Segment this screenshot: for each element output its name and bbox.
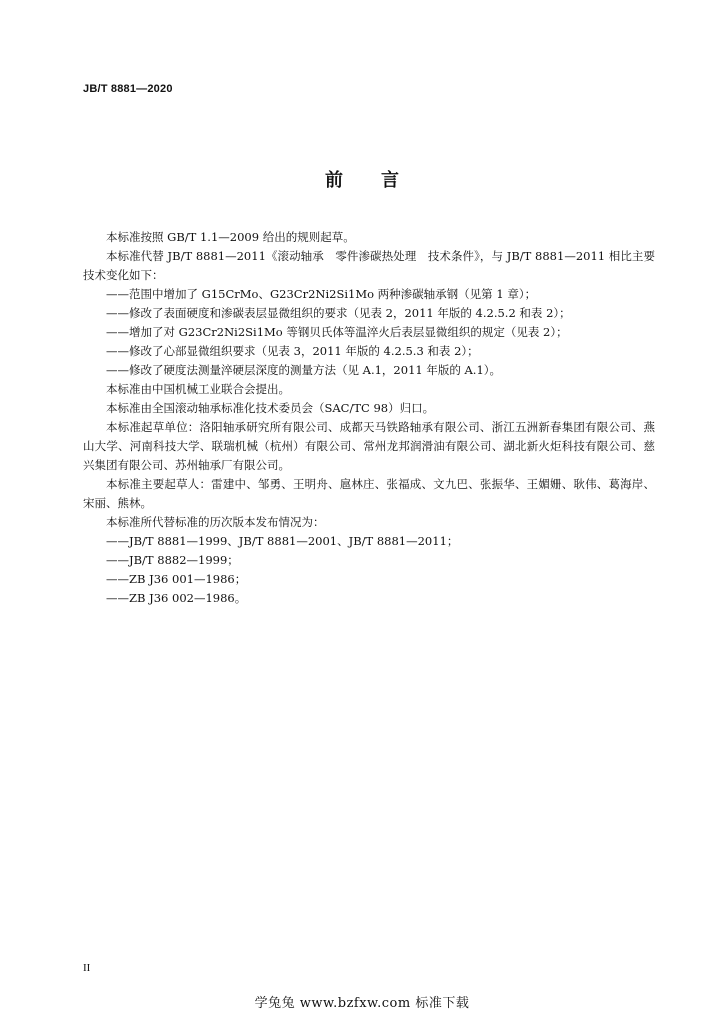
foreword-body (83, 228, 655, 608)
list-item: ——修改了表面硬度和渗碳表层显微组织的要求（见表 2，2011 年版的 4.2.5.2 和表 2）； (106, 306, 571, 320)
paragraph: 本标准代替 JB/T 8881—2011《滚动轴承 零件渗碳热处理 技术条件》，与 JB/T 8881—2011 相比主要技术变化如下： (83, 249, 655, 282)
standard-code: JB/T 8881—2020 (83, 83, 173, 95)
paragraph: 本标准起草单位：洛阳轴承研究所有限公司、成都天马铁路轴承有限公司、浙江五洲新春集团有限公司、燕山大学、河南科技大学、联瑞机械（杭州）有限公司、常州龙邦润滑油有限公司、湖北新火炬科技有限公司、慈兴集团有限公司、苏州轴承厂有限公司。 (83, 420, 655, 472)
paragraph: 本标准由中国机械工业联合会提出。 (106, 382, 290, 396)
list-item: ——ZB J36 002—1986。 (106, 591, 247, 605)
list-item: ——ZB J36 001—1986； (106, 572, 247, 586)
paragraph: 本标准主要起草人：雷建中、邹勇、王明舟、扈林庄、张福成、文九巴、张振华、王媚姗、耿伟、葛海岸、宋丽、熊林。 (83, 477, 655, 510)
page-number: II (83, 962, 91, 974)
list-item: ——范围中增加了 G15CrMo、G23Cr2Ni2Si1Mo 两种渗碳轴承钢（见第 1 章）； (106, 287, 537, 301)
list-item: ——JB/T 8882—1999； (106, 553, 239, 567)
list-item: ——修改了硬度法测量淬硬层深度的测量方法（见 A.1，2011 年版的 A.1）。 (106, 363, 502, 377)
watermark-footer: 学兔兔 www.bzfxw.com 标准下载 (254, 996, 470, 1011)
page-title: 前言 (325, 170, 437, 191)
paragraph: 本标准所代替标准的历次版本发布情况为： (106, 515, 325, 529)
list-item: ——JB/T 8881—1999、JB/T 8881—2001、JB/T 8881—2011； (106, 534, 459, 548)
list-item: ——修改了心部显微组织要求（见表 3，2011 年版的 4.2.5.3 和表 2）； (106, 344, 479, 358)
paragraph: 本标准按照 GB/T 1.1—2009 给出的规则起草。 (106, 230, 355, 244)
paragraph: 本标准由全国滚动轴承标准化技术委员会（SAC/TC 98）归口。 (106, 401, 435, 415)
list-item: ——增加了对 G23Cr2Ni2Si1Mo 等钢贝氏体等温淬火后表层显微组织的规定（见表 2）； (106, 325, 568, 339)
